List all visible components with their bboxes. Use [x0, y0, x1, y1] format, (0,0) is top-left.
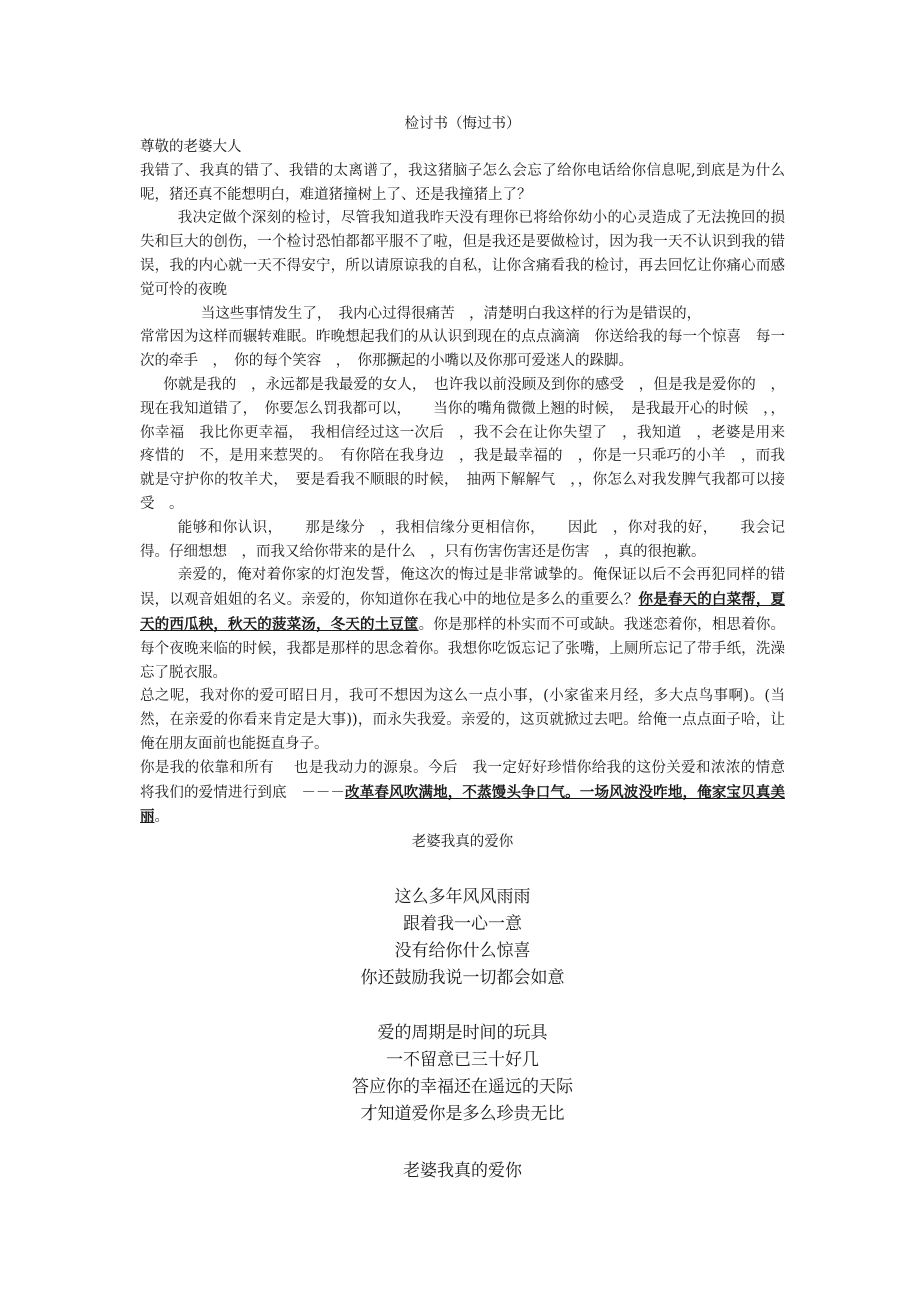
paragraph-7-emphasis: 你是春天的白菜帮，夏天的西瓜秧，秋天的菠菜汤，冬天的土豆筐: [140, 591, 786, 633]
salutation: 尊敬的老婆大人: [140, 139, 242, 155]
poem-stanza-1: [140, 884, 785, 992]
paragraph-7: [140, 564, 785, 685]
poem-line: 一不留意已三十好几: [386, 1050, 539, 1070]
paragraph-4: 常常因为这样而辗转难眠。昨晚想起我们的从认识到现在的点点滴滴 你送给我的每一个惊喜 每一次的牵手 ， 你的每个笑容 ， 你那撅起的小嘴以及你那可爱迷人的跺脚。: [140, 329, 785, 370]
paragraph-7-text-c: 。你是那样的朴实而不可或缺。我迷恋着你，相思着你。每个夜晚来临的时候，我都是那样的思念着你。我想你吃饭忘记了张嘴，上厕所忘记了带手纸，洗澡忘了脱衣服。: [140, 616, 785, 681]
poem-ending: [140, 1158, 785, 1185]
paragraph-1: 我错了、我真的错了、我错的太离谱了，我这猪脑子怎么会忘了给你电话给你信息呢,到底是为什么呢，猪还真不能想明白，难道猪撞树上了、还是我撞猪上了？: [140, 162, 785, 203]
paragraph-8: 总之呢，我对你的爱可昭日月，我可不想因为这么一点小事，(小家雀来月经，多大点鸟事啊)。(当然，在亲爱的你看来肯定是大事))，而永失我爱。亲爱的，这页就掀过去吧。给俺一点点面子哈，让俺在朋友面前也能挺直身子。: [140, 688, 785, 752]
paragraph-9-text-a: 你是我的依靠和所有 也是我动力的源泉。今后 我一定好好珍惜你给我的这份关爱和浓浓的情意 将我们的爱情进行到底 －－－: [140, 759, 800, 801]
document-title: 检讨书（悔过书）: [404, 116, 521, 132]
poem-ending-line: 老婆我真的爱你: [403, 1161, 522, 1181]
paragraph-7-text-a: 亲爱的，俺对着你家的灯泡发誓，俺这次的悔过是非常诚挚的。俺保证以后不会再犯同样的错误，以观音姐姐的名义。亲爱的，你知道你在我心中的地位是多么的重要么？: [140, 567, 785, 609]
paragraph-9-emphasis: 改革春风吹满地，不蒸馒头争口气。一场风波没咋地，俺家宝贝真美丽: [140, 783, 786, 826]
poem-line: 跟着我一心一意: [403, 914, 522, 934]
paragraph-3: 当这些事情发生了， 我内心过得很痛苦 ，清楚明白我这样的行为是错误的，: [200, 305, 702, 322]
paragraph-5: 你就是我的 ，永远都是我最爱的女人， 也许我以前没顾及到你的感受 ，但是我是爱你的 ，现在我知道错了， 你要怎么罚我都可以， 当你的嘴角微微上翘的时候， 是我最开心的时候 ，，你幸福 我比你更幸福， 我相信经过这一次后 ，我不会在让你失望了 ，我知道 ，老婆是用来疼惜的 不，是用来惹哭的。 有你陪在我身边 ，我是最幸福的 ，你是一只乖巧的小羊 ，而我就是守护你的牧羊犬， 要是看我不顺眼的时候， 抽两下解解气 ，，你怎么对我发脾气我都可以接受 。: [140, 376, 785, 512]
poem-stanza-2: [140, 1020, 785, 1128]
poem-line: 才知道爱你是多么珍贵无比: [360, 1104, 565, 1124]
poem-line: 这么多年风风雨雨: [394, 887, 531, 907]
letter-body: [140, 112, 800, 854]
paragraph-2: 我决定做个深刻的检讨，尽管我知道我昨天没有理你已将给你幼小的心灵造成了无法挽回的损失和巨大的创伤，一个检讨恐怕都都平服不了啦，但是我还是要做检讨，因为我一天不认识到我的错误，我的内心就一天不得安宁，所以请原谅我的自私，让你含痛看我的检讨，再去回忆让你痛心而感觉可怜的夜晚: [140, 210, 785, 298]
paragraph-9: [140, 757, 800, 830]
closing-line: 老婆我真的爱你: [411, 834, 514, 851]
paragraph-9-text-c: 。: [154, 809, 169, 826]
paragraph-6: 能够和你认识， 那是缘分 ，我相信缘分更相信你， 因此 ，你对我的好， 我会记得。仔细想想 ，而我又给你带来的是什么 ，只有伤害伤害还是伤害 ，真的很抱歉。: [140, 519, 785, 560]
poem-line: 你还鼓励我说一切都会如意: [360, 968, 565, 988]
poem-line: 答应你的幸福还在遥远的天际: [352, 1077, 573, 1097]
poem-line: 没有给你什么惊喜: [394, 941, 531, 961]
poem-line: 爱的周期是时间的玩具: [377, 1023, 548, 1043]
